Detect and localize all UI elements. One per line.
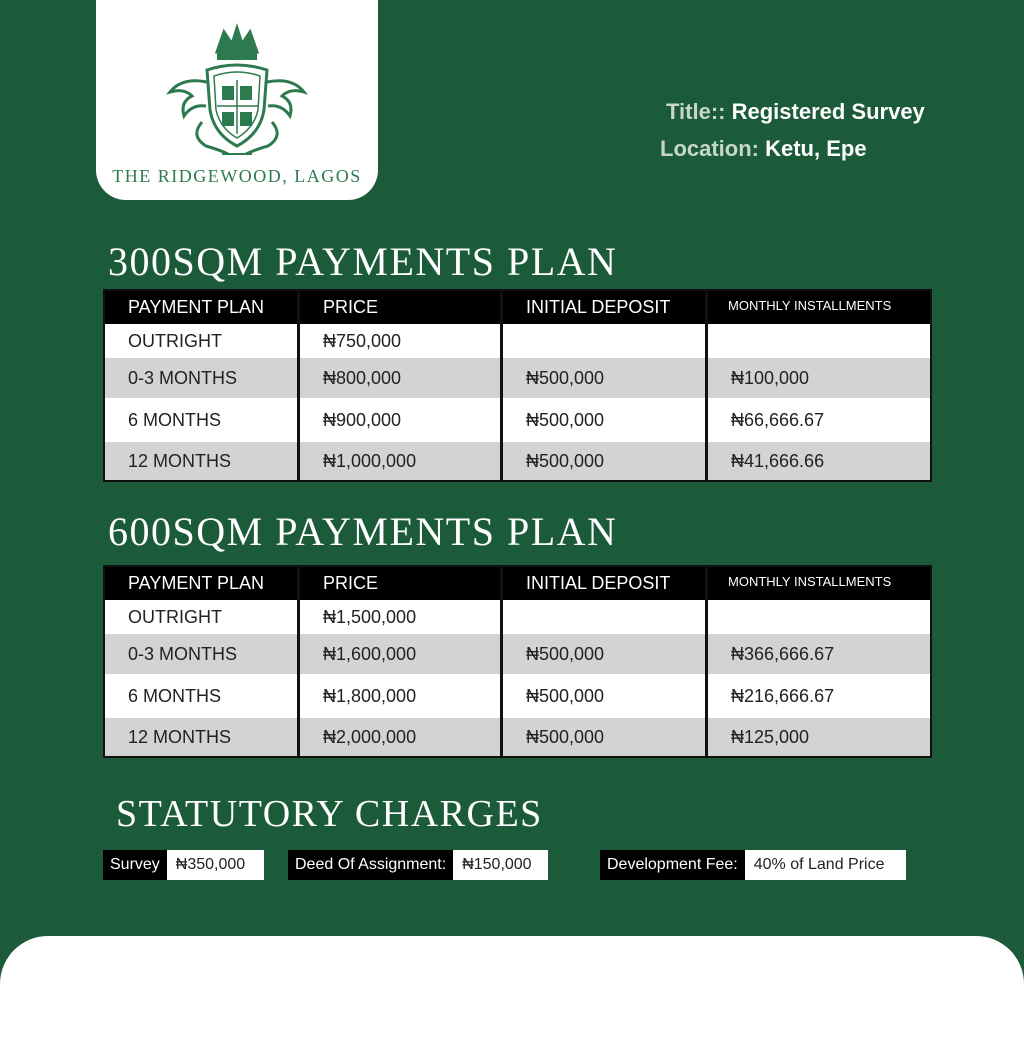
location-value: Ketu, Epe (765, 136, 867, 161)
table-header-row (105, 291, 930, 324)
table-row (105, 324, 930, 358)
table-cell: 0-3 MONTHS (105, 634, 300, 674)
table-cell: ₦2,000,000 (300, 718, 503, 756)
table-cell: ₦500,000 (503, 398, 708, 442)
logo-card (96, 0, 378, 200)
title-label: Title:: (666, 99, 732, 124)
table-cell: ₦1,600,000 (300, 634, 503, 674)
title-value: Registered Survey (731, 99, 925, 124)
table-cell: ₦216,666.67 (731, 685, 835, 706)
header-cell: PRICE (300, 291, 503, 324)
table-cell: ₦1,500,000 (300, 600, 503, 634)
charge-deed (288, 850, 548, 880)
header-cell: PRICE (300, 567, 503, 600)
statutory-heading: STATUTORY CHARGES (116, 793, 543, 835)
charge-label: Deed Of Assignment: (288, 850, 453, 880)
table-cell: ₦500,000 (503, 634, 708, 674)
table-row (105, 674, 930, 718)
table-cell: ₦500,000 (503, 718, 708, 756)
table-row (105, 398, 930, 442)
bottom-card (0, 936, 1024, 1056)
brand-name: THE RIDGEWOOD, LAGOS (112, 166, 362, 186)
table-row (105, 600, 930, 634)
table-cell: ₦125,000 (731, 726, 810, 747)
header-cell: INITIAL DEPOSIT (503, 291, 708, 324)
table-row (105, 442, 930, 480)
table-row (105, 634, 930, 674)
table-cell: 6 MONTHS (105, 674, 300, 718)
header-cell: PAYMENT PLAN (105, 567, 300, 600)
charge-label: Development Fee: (600, 850, 745, 880)
table-cell: 0-3 MONTHS (105, 358, 300, 398)
table-cell: ₦1,800,000 (300, 674, 503, 718)
charge-label: Survey (103, 850, 167, 880)
table-cell: ₦500,000 (503, 358, 708, 398)
header-cell: PAYMENT PLAN (105, 291, 300, 324)
crest-logo-icon (162, 22, 312, 160)
table-cell: 6 MONTHS (105, 398, 300, 442)
table-cell: ₦750,000 (300, 324, 503, 358)
charge-value: ₦350,000 (167, 850, 264, 880)
charge-value: ₦150,000 (453, 850, 548, 880)
header-cell: INITIAL DEPOSIT (503, 567, 708, 600)
table-cell: 12 MONTHS (105, 442, 300, 480)
location-label: Location: (660, 136, 766, 161)
table-cell: ₦800,000 (300, 358, 503, 398)
table-cell: ₦100,000 (731, 367, 810, 388)
table-header-row (105, 567, 930, 600)
table-cell: ₦900,000 (300, 398, 503, 442)
location-info (660, 136, 867, 162)
table-cell: OUTRIGHT (105, 324, 300, 358)
table-cell (708, 600, 930, 634)
table-cell: OUTRIGHT (105, 600, 300, 634)
plan300-table (103, 289, 932, 482)
table-cell: ₦500,000 (503, 674, 708, 718)
table-cell (503, 324, 708, 358)
table-cell: ₦41,666.66 (731, 450, 825, 471)
title-info (666, 99, 925, 125)
charge-survey (103, 850, 264, 880)
table-cell (503, 600, 708, 634)
table-cell: ₦366,666.67 (731, 643, 835, 664)
plan600-heading: 600SQM PAYMENTS PLAN (108, 509, 618, 554)
header-cell: MONTHLY INSTALLMENTS (728, 574, 892, 589)
charge-development (600, 850, 906, 880)
table-cell: ₦500,000 (503, 442, 708, 480)
table-cell: ₦66,666.67 (731, 409, 825, 430)
plan300-heading: 300SQM PAYMENTS PLAN (108, 239, 618, 284)
table-cell (708, 324, 930, 358)
table-row (105, 358, 930, 398)
plan600-table (103, 565, 932, 758)
table-cell: 12 MONTHS (105, 718, 300, 756)
table-row (105, 718, 930, 756)
charge-value: 40% of Land Price (745, 850, 906, 880)
header-cell: MONTHLY INSTALLMENTS (728, 298, 892, 313)
table-cell: ₦1,000,000 (300, 442, 503, 480)
